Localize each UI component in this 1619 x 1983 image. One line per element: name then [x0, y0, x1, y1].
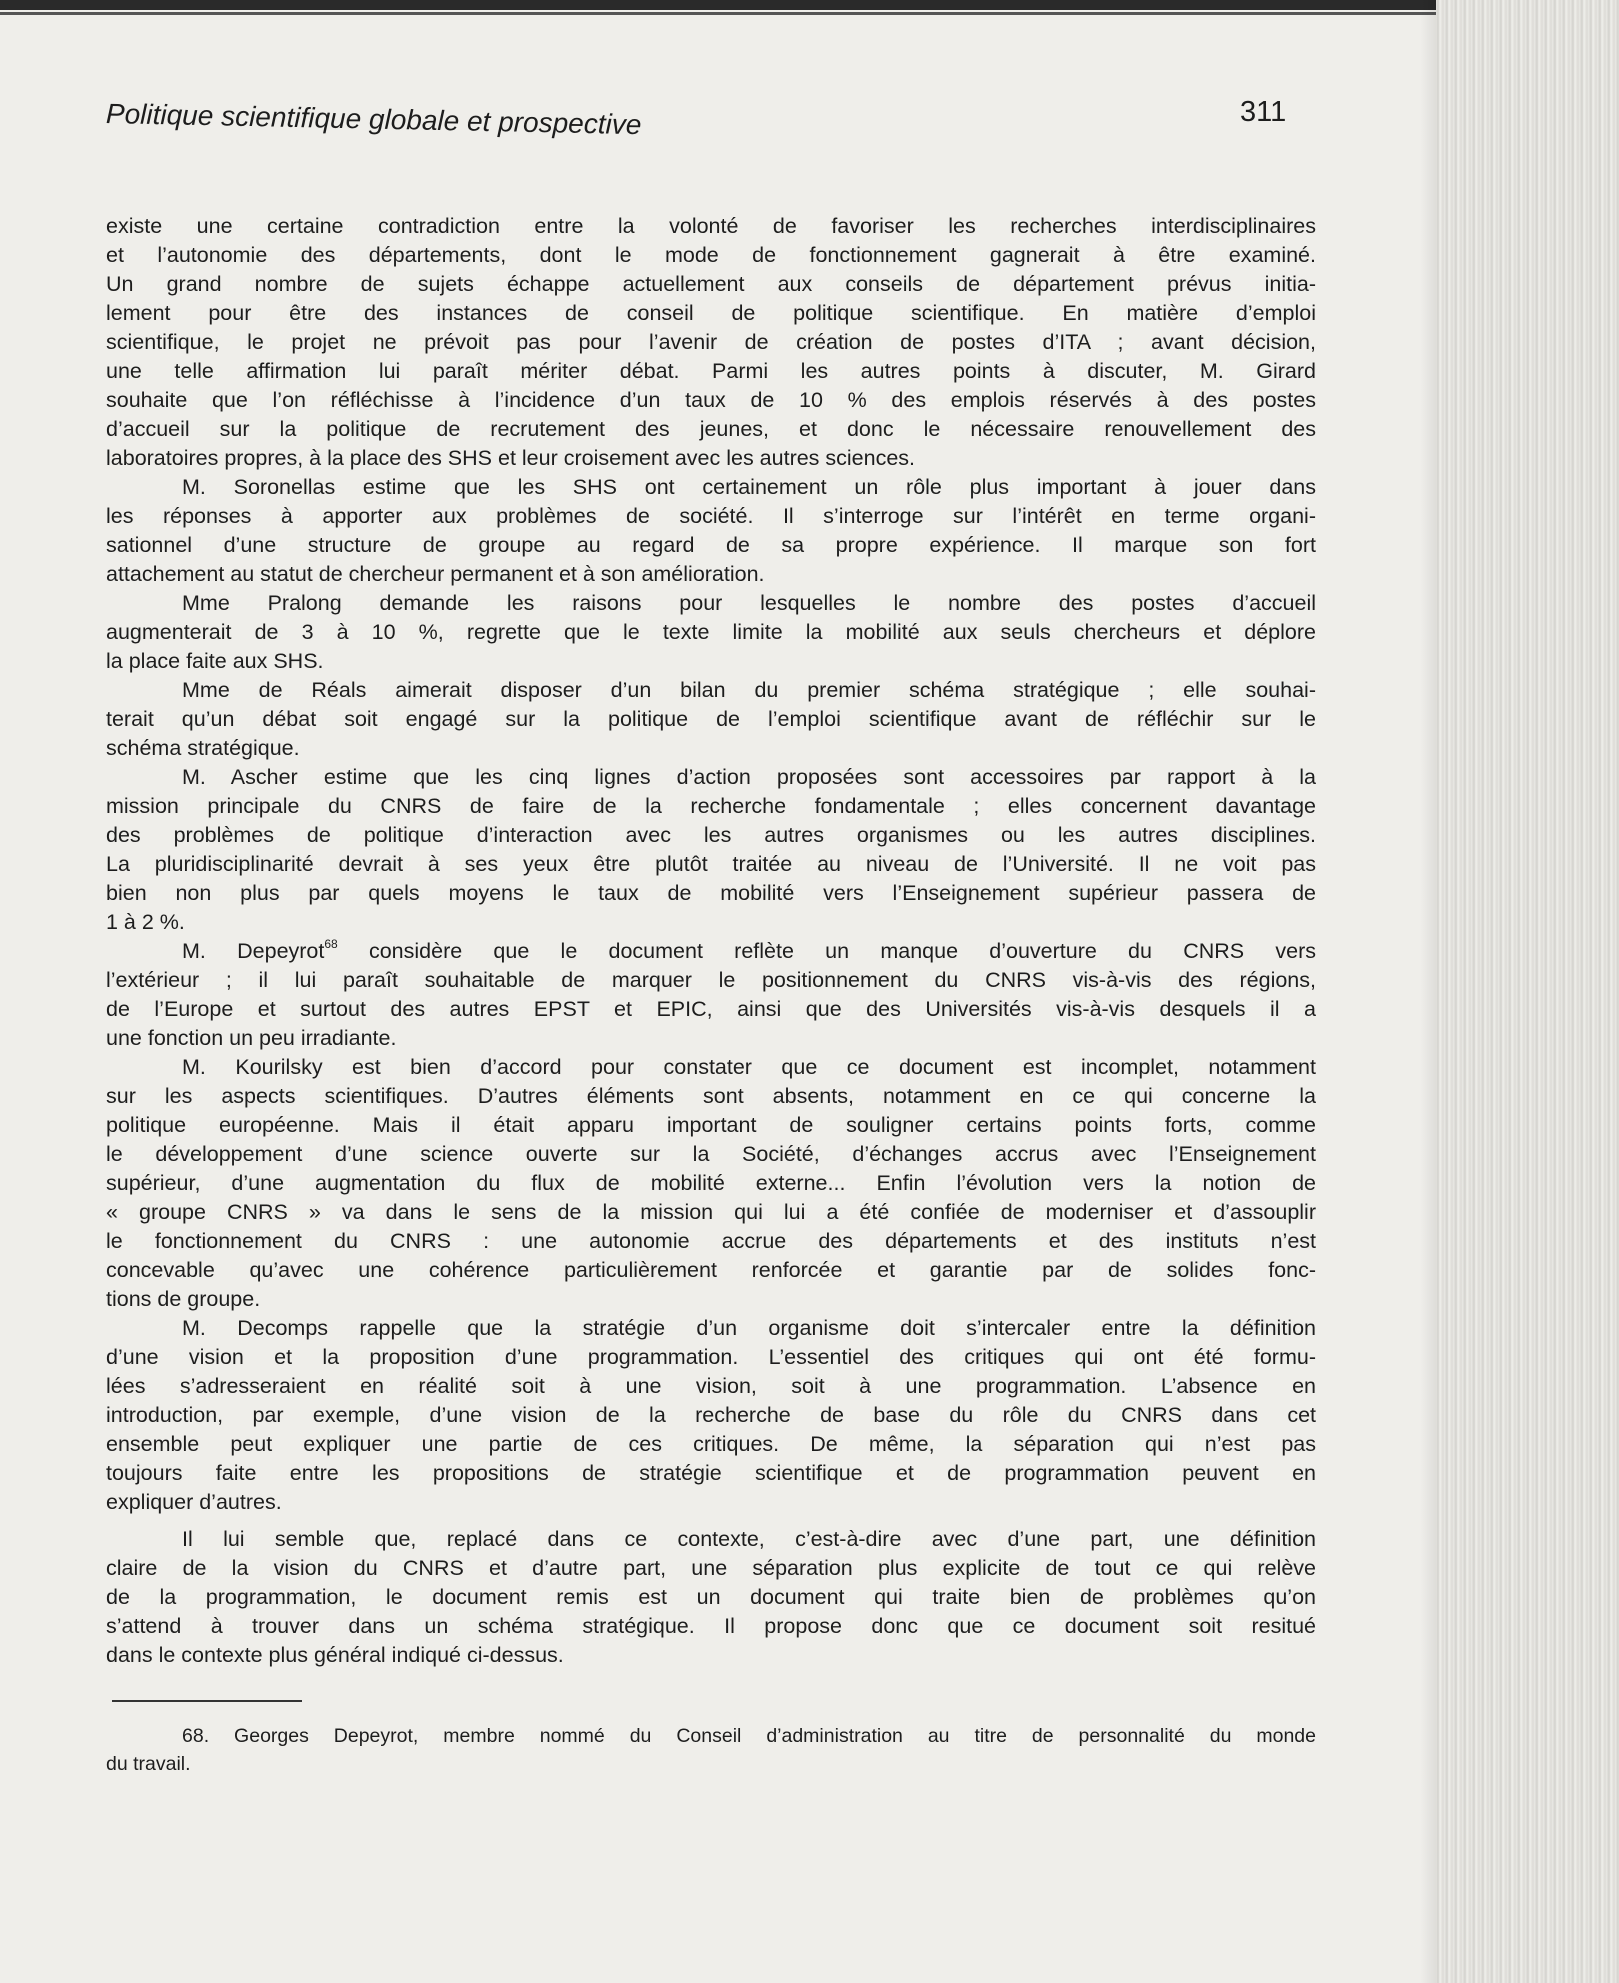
text-line: et l’autonomie des départements, dont le mode de fonctionnement gagnerait à être examiné. — [106, 243, 1316, 267]
paragraph — [106, 676, 1316, 763]
text-line: les réponses à apporter aux problèmes de société. Il s’interroge sur l’intérêt en terme organi- — [106, 504, 1316, 528]
text-line: M. Decomps rappelle que la stratégie d’un organisme doit s’intercaler entre la définition — [182, 1316, 1316, 1340]
text-line: de la programmation, le document remis est un document qui traite bien de problèmes qu’on — [106, 1585, 1316, 1609]
text-line: politique européenne. Mais il était apparu important de souligner certains points forts, comme — [106, 1113, 1316, 1137]
text-line: schéma stratégique. — [106, 736, 300, 760]
text-line: des problèmes de politique d’interaction avec les autres organismes ou les autres disciplines. — [106, 823, 1316, 847]
paragraph — [106, 589, 1316, 676]
paragraph — [106, 473, 1316, 589]
paragraph — [106, 763, 1316, 937]
text-line: introduction, par exemple, d’une vision de la recherche de base du rôle du CNRS dans cet — [106, 1403, 1316, 1427]
text-line: Il lui semble que, replacé dans ce contexte, c’est-à-dire avec d’une part, une définition — [182, 1527, 1316, 1551]
footnote-line: 68. Georges Depeyrot, membre nommé du Conseil d’administration au titre de personnalité du monde — [182, 1725, 1316, 1747]
text-line: d’une vision et la proposition d’une programmation. L’essentiel des critiques qui ont été formu- — [106, 1345, 1316, 1369]
paragraph — [106, 212, 1316, 473]
text-line: de l’Europe et surtout des autres EPST et EPIC, ainsi que des Universités vis-à-vis desquels il a — [106, 997, 1316, 1021]
text-line: souhaite que l’on réfléchisse à l’incidence d’un taux de 10 % des emplois réservés à des postes — [106, 388, 1316, 412]
text-line: scientifique, le projet ne prévoit pas pour l’avenir de création de postes d’ITA ; avant décision, — [106, 330, 1316, 354]
text-line: Mme de Réals aimerait disposer d’un bilan du premier schéma stratégique ; elle souhai- — [182, 678, 1316, 702]
footnote — [106, 1722, 1316, 1778]
speaker-name: M. Depeyrot — [182, 939, 325, 963]
footnote-line: du travail. — [106, 1753, 191, 1775]
text-line: 1 à 2 %. — [106, 910, 185, 934]
text-line: s’attend à trouver dans un schéma stratégique. Il propose donc que ce document soit resitué — [106, 1614, 1316, 1638]
text-line: d’accueil sur la politique de recrutement des jeunes, et donc le nécessaire renouvellement des — [106, 417, 1316, 441]
text-line: M. Ascher estime que les cinq lignes d’action proposées sont accessoires par rapport à la — [182, 765, 1316, 789]
text-line: le développement d’une science ouverte sur la Société, d’échanges accrus avec l’Enseignement — [106, 1142, 1316, 1166]
paragraph — [106, 1053, 1316, 1314]
text-line: existe une certaine contradiction entre la volonté de favoriser les recherches interdisciplinaires — [106, 214, 1316, 238]
text-line: terait qu’un débat soit engagé sur la politique de l’emploi scientifique avant de réfléchir sur le — [106, 707, 1316, 731]
paragraph — [106, 1525, 1316, 1670]
text-line: sur les aspects scientifiques. D’autres éléments sont absents, notamment en ce qui concerne la — [106, 1084, 1316, 1108]
text-line: ensemble peut expliquer une partie de ces critiques. De même, la séparation qui n’est pas — [106, 1432, 1316, 1456]
text-line: lement pour être des instances de conseil de politique scientifique. En matière d’emploi — [106, 301, 1316, 325]
text-line: attachement au statut de chercheur permanent et à son amélioration. — [106, 562, 765, 586]
text-line: une fonction un peu irradiante. — [106, 1026, 397, 1050]
text-line: une telle affirmation lui paraît mériter débat. Parmi les autres points à discuter, M. Girard — [106, 359, 1316, 383]
text-line: lées s’adresseraient en réalité soit à une vision, soit à une programmation. L’absence en — [106, 1374, 1316, 1398]
text-line: expliquer d’autres. — [106, 1490, 282, 1514]
running-title: Politique scientifique globale et prospective — [105, 98, 642, 141]
line-text: considère que le document reflète un manque d’ouverture du CNRS vers — [337, 939, 1316, 963]
text-line: Mme Pralong demande les raisons pour lesquelles le nombre des postes d’accueil — [182, 591, 1316, 615]
paragraph — [106, 937, 1316, 1053]
text-line: concevable qu’avec une cohérence particulièrement renforcée et garantie par de solides fonc- — [106, 1258, 1316, 1282]
text-line: dans le contexte plus général indiqué ci-dessus. — [106, 1643, 564, 1667]
text-line: sationnel d’une structure de groupe au regard de sa propre expérience. Il marque son fort — [106, 533, 1316, 557]
page-number: 311 — [1240, 96, 1287, 128]
paragraph — [106, 1314, 1316, 1517]
body-text — [106, 212, 1316, 1670]
text-line: Un grand nombre de sujets échappe actuellement aux conseils de département prévus initia- — [106, 272, 1316, 296]
footnote-reference: 68 — [324, 937, 338, 951]
text-line: M. Kourilsky est bien d’accord pour constater que ce document est incomplet, notamment — [182, 1055, 1316, 1079]
text-line: le fonctionnement du CNRS : une autonomie accrue des départements et des instituts n’est — [106, 1229, 1316, 1253]
text-line: La pluridisciplinarité devrait à ses yeux être plutôt traitée au niveau de l’Université. Il ne voit pas — [106, 852, 1316, 876]
page-top-rule — [0, 12, 1440, 15]
text-line: M. Soronellas estime que les SHS ont certainement un rôle plus important à jouer dans — [182, 475, 1316, 499]
text-line: l’extérieur ; il lui paraît souhaitable de marquer le positionnement du CNRS vis-à-vis des régions, — [106, 968, 1316, 992]
text-line: toujours faite entre les propositions de stratégie scientifique et de programmation peuvent en — [106, 1461, 1316, 1485]
text-line: tions de groupe. — [106, 1287, 261, 1311]
page-top-border — [0, 0, 1440, 10]
footnote-separator — [112, 1700, 302, 1702]
text-line: augmenterait de 3 à 10 %, regrette que le texte limite la mobilité aux seuls chercheurs et déplore — [106, 620, 1316, 644]
text-line: la place faite aux SHS. — [106, 649, 324, 673]
text-line: mission principale du CNRS de faire de la recherche fondamentale ; elles concernent davantage — [106, 794, 1316, 818]
text-line: laboratoires propres, à la place des SHS et leur croisement avec les autres sciences. — [106, 446, 916, 470]
text-line: claire de la vision du CNRS et d’autre part, une séparation plus explicite de tout ce qui relève — [106, 1556, 1316, 1580]
text-line: « groupe CNRS » va dans le sens de la mission qui lui a été confiée de moderniser et d’assouplir — [106, 1200, 1316, 1224]
book-page-edges — [1436, 0, 1619, 1983]
text-line — [106, 937, 1316, 966]
text-line: supérieur, d’une augmentation du flux de mobilité externe... Enfin l’évolution vers la notion de — [106, 1171, 1316, 1195]
text-line: bien non plus par quels moyens le taux de mobilité vers l’Enseignement supérieur passera de — [106, 881, 1316, 905]
